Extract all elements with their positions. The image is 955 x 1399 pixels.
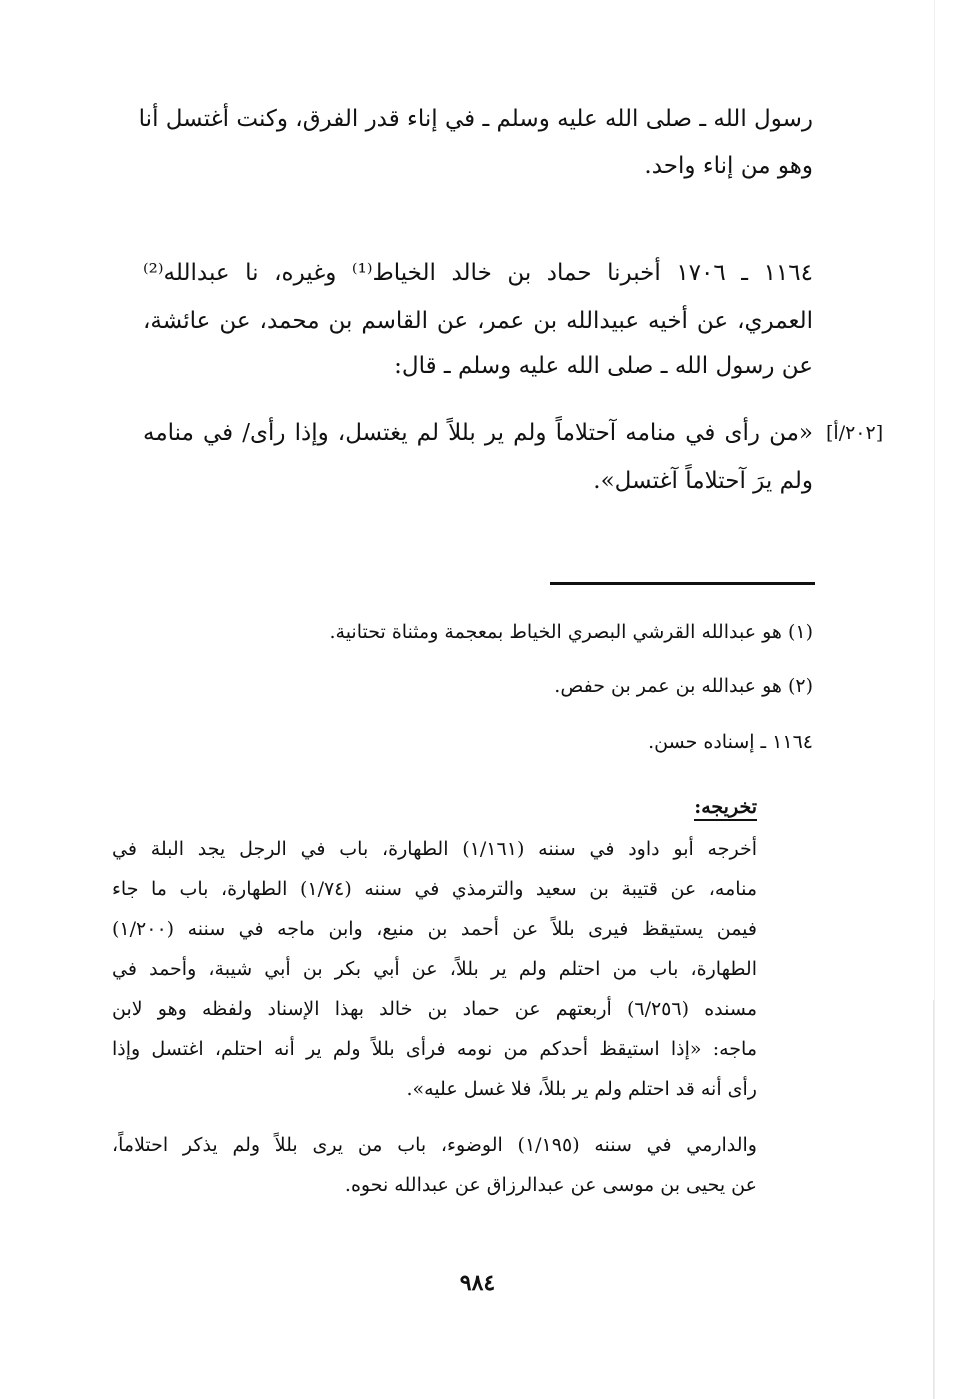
continuation-line: وهو من إناء واحد. bbox=[644, 153, 813, 179]
page-number: ٩٨٤ bbox=[459, 1270, 496, 1296]
continuation-line: رسول الله ـ صلى الله عليه وسلم ـ في إناء قدر الفرق، وكنت أغتسل أنا bbox=[138, 106, 813, 132]
scan-edge bbox=[933, 1000, 934, 1399]
hadith-header-line: ١١٦٤ ـ ١٧٠٦ أخبرنا حماد بن خالد الخياط⁽¹⁾ وغيره، نا عبدالله⁽²⁾ bbox=[143, 260, 813, 286]
takhrij-line: منامه، عن قتيبة بن سعيد والترمذي في سننه (١/٧٤) الطهارة، باب ما جاء bbox=[112, 878, 757, 900]
footnote-1: (١) هو عبدالله القرشي البصري الخياط بمعجمة ومثناة تحتانية. bbox=[329, 621, 813, 643]
hadith-text-line: «من رأى في منامه آحتلاماً ولم ير بللاً لم يغتسل، وإذا رأى/ في منامه bbox=[143, 420, 813, 446]
manuscript-folio-reference: [٢٠٢/أ] bbox=[826, 422, 884, 444]
hadith-text-line: ولم يرَ آحتلاماً آغتسل». bbox=[593, 468, 813, 494]
takhrij-line: الطهارة، باب من احتلم ولم ير بللاً، عن أبي بكر بن أبي شيبة، وأحمد في bbox=[112, 958, 757, 980]
takhrij-line: مسنده (٦/٢٥٦) أربعتهم عن حماد بن خالد بهذا الإسناد ولفظه وهو لابن bbox=[112, 998, 757, 1020]
takhrij-line: ماجه: «إذا استيقظ أحدكم من نومه فرأى بللاً ولم ير أنه احتلم، اغتسل وإذا bbox=[112, 1038, 757, 1060]
takhrij-heading bbox=[694, 798, 757, 821]
scan-edge bbox=[934, 0, 935, 1399]
takhrij-line: رأى أنه قد احتلم ولم ير بللاً، فلا غسل عليه». bbox=[406, 1078, 757, 1100]
takhrij-heading-text: تخريجه: bbox=[694, 798, 757, 821]
takhrij-line: فيمن يستيقظ فيرى بللاً عن أحمد بن منيع، وابن ماجه في سننه (١/٢٠٠) bbox=[112, 918, 757, 940]
footnote-isnad: ١١٦٤ ـ إسناده حسن. bbox=[648, 731, 813, 753]
footnote-divider bbox=[550, 582, 815, 585]
takhrij-line: أخرجه أبو داود في سننه (١/١٦١) الطهارة، باب في الرجل يجد البلة في bbox=[112, 838, 757, 860]
takhrij-line: والدارمي في سننه (١/١٩٥) الوضوء، باب من يرى بللاً ولم يذكر احتلاماً، bbox=[112, 1134, 757, 1156]
footnote-2: (٢) هو عبدالله بن عمر بن حفص. bbox=[554, 675, 813, 697]
hadith-line: عن رسول الله ـ صلى الله عليه وسلم ـ قال: bbox=[394, 353, 813, 379]
takhrij-line: عن يحيى بن موسى عن عبدالرزاق عن عبدالله نحوه. bbox=[344, 1174, 757, 1196]
hadith-line: العمري، عن أخيه عبيدالله بن عمر، عن القاسم بن محمد، عن عائشة، bbox=[143, 308, 813, 334]
